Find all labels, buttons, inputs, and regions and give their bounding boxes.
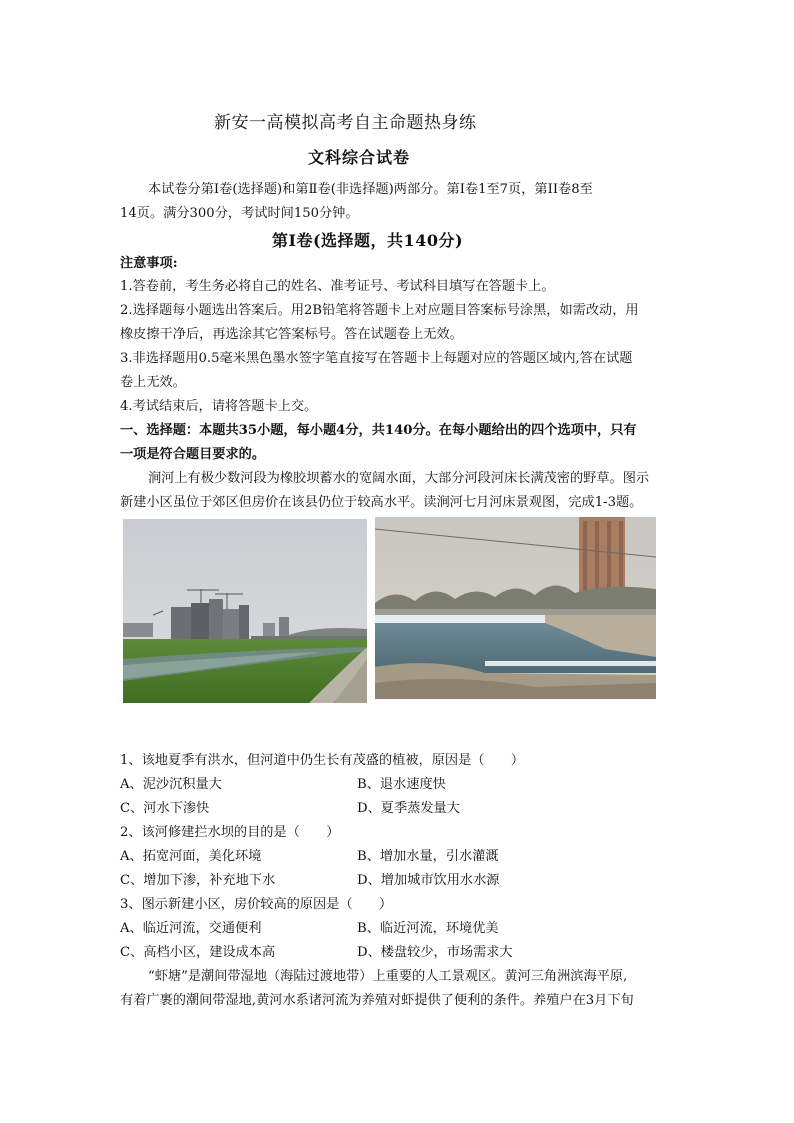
question-1-option-c: C、河水下渗快	[120, 801, 210, 816]
question-3-option-a: A、临近河流，交通便利	[120, 921, 262, 936]
question-2-option-c: C、增加下渗，补充地下水	[120, 873, 276, 888]
question-2-stem: 2、该河修建拦水坝的目的是（ ）	[120, 825, 340, 840]
notice-item: 1.答卷前，考生务必将自己的姓名、准考证号、考试科目填写在答题卡上。	[120, 279, 555, 294]
notice-heading: 注意事项:	[120, 256, 178, 271]
question-2-option-b: B、增加水量，引水灌溉	[357, 849, 499, 864]
question-2-option-a: A、拓宽河面，美化环境	[120, 849, 262, 864]
question-3-stem: 3、图示新建小区，房价较高的原因是（ ）	[120, 897, 393, 912]
exam-title: 新安一高模拟高考自主命题热身练	[214, 113, 477, 133]
question-3-option-c: C、高档小区，建设成本高	[120, 945, 276, 960]
question-1-option-d: D、夏季蒸发量大	[357, 801, 460, 816]
notice-item: 卷上无效。	[120, 375, 186, 390]
river-construction-photo	[123, 519, 367, 703]
passage-1-line: 新建小区虽位于郊区但房价在该县仍位于较高水平。读涧河七月河床景观图，完成1-3题。	[120, 495, 643, 510]
part-1-heading: 一、选择题：本题共35小题，每小题4分，共140分。在每小题给出的四个选项中，只有	[120, 423, 637, 438]
question-2-option-d: D、增加城市饮用水水源	[357, 873, 500, 888]
question-3-option-b: B、临近河流，环境优美	[357, 921, 499, 936]
question-1-stem: 1、该地夏季有洪水，但河道中仍生长有茂盛的植被，原因是（ ）	[120, 753, 525, 768]
section-1-title: 第Ⅰ卷(选择题，共140分)	[272, 231, 464, 250]
notice-item: 2.选择题每小题选出答案后。用2B铅笔将答题卡上对应题目答案标号涂黑，如需改动，用	[120, 303, 639, 318]
intro-line-1: 本试卷分第Ⅰ卷(选择题)和第Ⅱ卷(非选择题)两部分。第Ⅰ卷1至7页，第II卷8至	[148, 182, 593, 197]
passage-2-line: “虾塘”是潮间带湿地（海陆过渡地带）上重要的人工景观区。黄河三角洲滨海平原,	[148, 969, 628, 984]
notice-item: 4.考试结束后，请将答题卡上交。	[120, 399, 318, 414]
question-1-option-b: B、退水速度快	[357, 777, 446, 792]
exam-subtitle: 文科综合试卷	[308, 148, 411, 167]
notice-item: 3.非选择题用0.5毫米黑色墨水签字笔直接写在答题卡上每题对应的答题区域内,答在试题	[120, 351, 633, 366]
passage-1-line: 涧河上有极少数河段为橡胶坝蓄水的宽阔水面，大部分河段河床长满茂密的野草。图示	[148, 471, 650, 486]
river-weir-photo	[375, 517, 656, 699]
part-1-heading-cont: 一项是符合题目要求的。	[120, 447, 266, 462]
question-3-option-d: D、楼盘较少，市场需求大	[357, 945, 513, 960]
question-1-option-a: A、泥沙沉积量大	[120, 777, 222, 792]
intro-line-2: 14页。满分300分，考试时间150分钟。	[120, 206, 359, 221]
notice-item: 橡皮擦干净后，再选涂其它答案标号。答在试题卷上无效。	[120, 327, 463, 342]
passage-2-line: 有着广裹的潮间带湿地,黄河水系诸河流为养殖对虾提供了便利的条件。养殖户在3月下旬	[120, 993, 634, 1008]
